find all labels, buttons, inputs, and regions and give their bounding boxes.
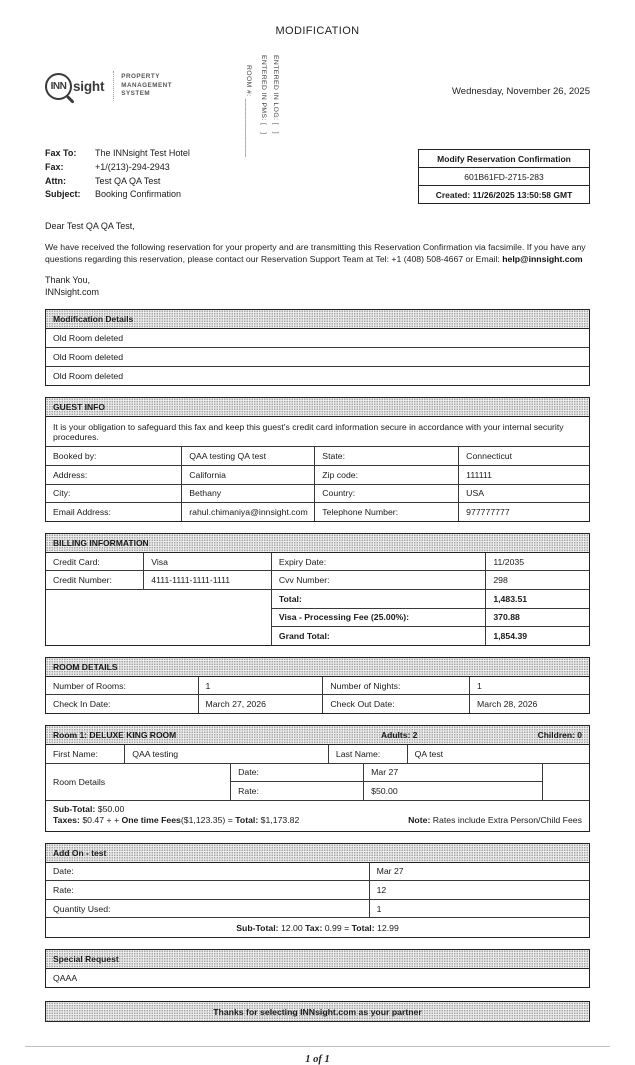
addon-table [46,863,589,918]
addon-qty-label: Quantity Used: [46,899,369,917]
expiry-value: 11/2035 [486,553,589,571]
cvv-label: Cvv Number: [271,571,485,590]
subject-label: Subject: [45,189,81,200]
special-request-section [45,949,590,988]
state-value: Connecticut [459,447,589,465]
confirmation-number: 601B61FD-2715-283 [419,168,589,186]
table-row [46,899,589,917]
zip-label: Zip code: [315,465,459,484]
addon-qty-value: 1 [369,899,589,917]
phone-value: 977777777 [459,503,589,521]
checkin-label: Check In Date: [46,695,198,713]
num-nights-label: Number of Nights: [323,677,470,695]
email-label: Email Address: [46,503,182,521]
credit-card-value: Visa [144,553,272,571]
last-name-value: QA test [407,745,589,763]
room1-rate-table [46,763,589,800]
letter-closing [45,275,590,298]
last-name-label: Last Name: [328,745,407,763]
table-row [46,571,589,590]
rate-date-value: Mar 27 [364,763,543,782]
letter-body: We have received the following reservation for your property and are transmitting this Reservation Confirmation via facsimile. If you have any questions regarding this reservation, please contact our Reservation Support Team at Tel: +1 (408) 508-4667 or Email: help@innsight.com [45,242,586,264]
checkout-label: Check Out Date: [323,695,470,713]
modification-details-header: Modification Details [46,310,589,329]
room-details-cell-label: Room Details [46,763,231,800]
room1-totals-lines [53,804,299,827]
addon-section [45,843,590,939]
grand-total-value: 1,854.39 [486,627,589,645]
modification-details-section [45,309,590,386]
table-row [46,745,589,763]
entered-in-pms-stamp: ENTERED IN PMS: [ ] [260,55,267,135]
logo-tagline: PROPERTY MANAGEMENT SYSTEM [121,73,173,98]
thanks-banner: Thanks for selecting INNsight.com as your partner [45,1001,590,1022]
country-label: Country: [315,484,459,503]
room1-section [45,725,590,832]
state-label: State: [315,447,459,465]
attn-value: Test QA QA Test [95,175,161,186]
logo-divider [113,71,114,101]
processing-fee-label: Visa - Processing Fee (25.00%): [271,608,485,627]
table-row [46,863,589,881]
credit-number-value: 4111-1111-1111-1111 [144,571,272,590]
email-value: rahul.chimaniya@innsight.com [182,503,315,521]
addon-total-line: Sub-Total: 12.00 Tax: 0.99 = Total: 12.99 [46,917,589,937]
table-row [46,484,589,503]
fax-info-block [45,147,590,209]
confirmation-created: Created: 11/26/2025 13:50:58 GMT [435,189,573,200]
processing-fee-value: 370.88 [486,608,589,627]
room1-totals [46,800,589,831]
checkout-value: March 28, 2026 [470,695,589,713]
magnifier-icon [45,73,104,100]
modification-row: Old Room deleted [46,329,589,348]
modification-row: Old Room deleted [46,348,589,367]
thank-you-text: Thank You, [45,275,91,286]
address-value: California [182,465,315,484]
modification-row: Old Room deleted [53,371,124,382]
table-row [46,881,589,900]
fax-to-label: Fax To: [45,148,77,158]
first-name-label: First Name: [46,745,125,763]
entry-stamps [245,55,284,161]
room-details-header: ROOM DETAILS [46,658,589,677]
support-email: help@innsight.com [502,253,583,264]
city-label: City: [46,484,182,503]
addon-date-value: Mar 27 [369,863,589,881]
room1-empty-cell [543,763,589,800]
room1-note: Note: Rates include Extra Person/Child Fees [408,815,582,826]
page-title: MODIFICATION [275,25,360,37]
room-number-stamp: ROOM #: ______________ [245,65,252,158]
fax-number-value: +1/(213)-294-2943 [95,161,170,172]
document-date: Wednesday, November 26, 2025 [451,86,590,97]
special-request-header: Special Request [46,950,589,969]
table-row [46,553,589,571]
confirmation-title: Modify Reservation Confirmation [419,150,589,168]
credit-number-label: Credit Number: [46,571,144,590]
city-value: Bethany [182,484,315,503]
room-details-section [45,657,590,714]
entered-in-log-stamp: ENTERED IN LOG: [ ] [272,55,279,135]
billing-header: BILLING INFORMATION [46,534,589,553]
innsight-logo [45,71,172,101]
addon-rate-label: Rate: [46,881,369,900]
security-notice: It is your obligation to safeguard this fax and keep this guest's credit card information secure in accordance with your internal security procedures. [46,417,589,447]
footer-divider [25,1046,610,1047]
magnifier-handle-icon [66,95,74,103]
country-value: USA [459,484,589,503]
cvv-value: 298 [486,571,589,590]
total-value: 1,483.51 [486,589,589,608]
billing-table [46,553,589,645]
salutation: Dear Test QA QA Test, [45,221,135,231]
room1-taxes-line: Taxes: $0.47 + + One time Fees($1,123.35) = Total: $1,173.82 [53,815,300,826]
attn-label: Attn: [45,175,66,186]
booked-by-value: QAA testing QA test [182,447,315,465]
room1-header [46,726,589,745]
table-row [46,465,589,484]
zip-value: 111111 [459,465,589,484]
num-rooms-value: 1 [198,677,323,695]
room1-name-table [46,745,589,763]
first-name-value: QAA testing [125,745,329,763]
table-row [46,677,589,695]
billing-section [45,533,590,646]
signature-text: INNsight.com [45,286,100,297]
table-row [46,447,589,465]
addon-header: Add On - test [46,844,589,863]
room1-adults: Adults: 2 [381,729,418,740]
addon-date-label: Date: [46,863,369,881]
guest-info-header: GUEST INFO [46,398,589,417]
table-row [46,695,589,713]
checkin-value: March 27, 2026 [198,695,323,713]
logo-suffix: sight [73,78,105,94]
fax-to-value: The INNsight Test Hotel [95,148,190,158]
rate-label: Rate: [231,782,364,800]
table-row [46,589,589,608]
addon-rate-value: 12 [369,881,589,900]
credit-card-label: Credit Card: [46,553,144,571]
phone-label: Telephone Number: [315,503,459,521]
num-rooms-label: Number of Rooms: [46,677,198,695]
fax-number-label: Fax: [45,161,64,172]
address-label: Address: [46,465,182,484]
booked-by-label: Booked by: [46,447,182,465]
expiry-label: Expiry Date: [271,553,485,571]
rate-date-label: Date: [231,763,364,782]
room-details-table [46,677,589,713]
room1-subtotal-line: Sub-Total: $50.00 [53,803,125,814]
table-row [46,503,589,521]
logo-circle-text: INN [50,80,67,92]
billing-empty-cell [46,589,271,644]
subject-value: Booking Confirmation [95,189,182,200]
guest-info-section [45,397,590,521]
room1-children: Children: 0 [537,729,582,740]
total-label: Total: [271,589,485,608]
room1-title: Room 1: DELUXE KING ROOM [53,729,177,740]
page-number: 1 of 1 [305,1054,330,1065]
special-request-value: QAAA [53,973,78,984]
confirmation-box [418,149,590,204]
rate-value: $50.00 [364,782,543,800]
grand-total-label: Grand Total: [271,627,485,645]
guest-info-table [46,447,589,520]
table-row [46,763,589,782]
num-nights-value: 1 [470,677,589,695]
